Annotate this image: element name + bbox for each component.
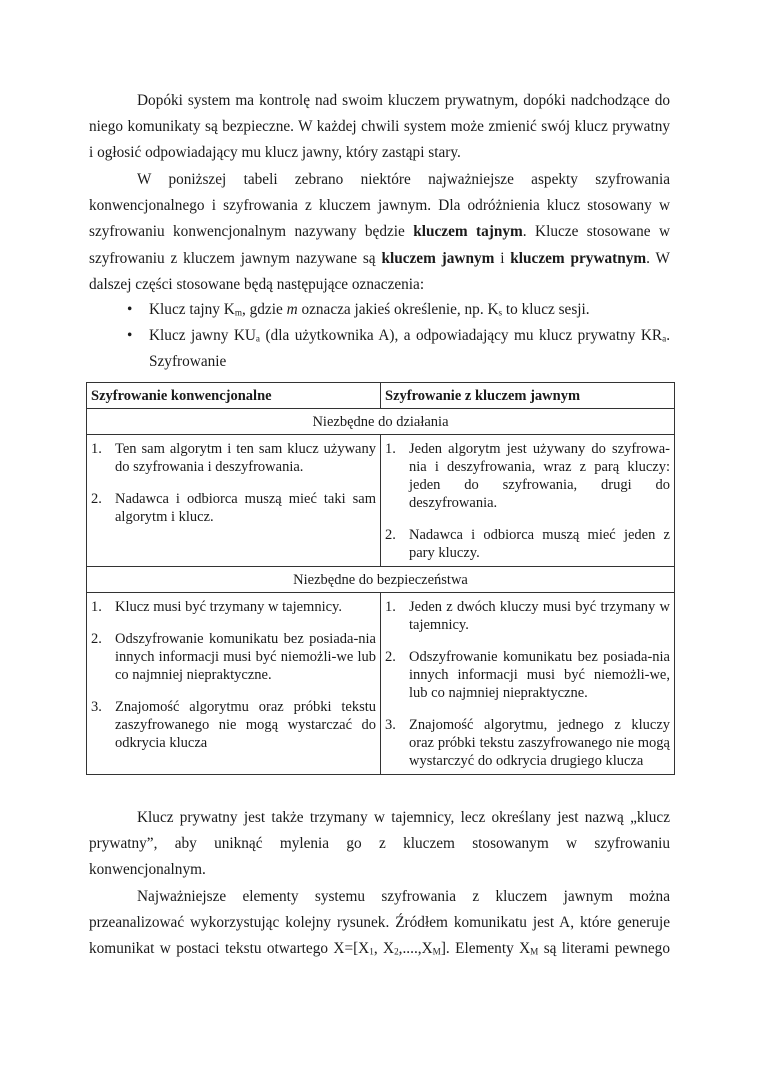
section-title: Niezbędne do bezpieczeństwa (87, 567, 675, 593)
text-run: niego komunikaty są bezpieczne. W każdej chwili system może zmienić swój klucz prywatny (89, 118, 670, 136)
paragraph (89, 88, 670, 167)
left-cell (87, 593, 381, 775)
subscript: a (255, 333, 260, 344)
item-number: 3. (385, 717, 396, 733)
paragraph (89, 167, 670, 298)
item-number: 2. (91, 631, 102, 647)
text-run: Dopóki system ma kontrolę nad swoim kluczem prywatnym, dopóki nadchodzące do (137, 92, 670, 109)
bold-term: kluczem tajnym (413, 223, 523, 241)
text-run: dalszej części stosowane będą następujące oznaczenia: (89, 275, 425, 293)
text-run: i (494, 249, 511, 267)
item-number: 1. (385, 599, 396, 615)
table-row (87, 435, 675, 567)
table-row (87, 593, 675, 775)
text-line (89, 910, 670, 936)
bullet-icon: • (127, 327, 133, 345)
item-text: Odszyfrowanie komunikatu bez posiada-nia innych informacji musi być niemożli-we lub co najmniej niepraktyczne. (115, 631, 376, 683)
text-run: , X (373, 940, 395, 958)
item-text: Klucz musi być trzymany w tajemnicy. (115, 599, 342, 615)
item-text: Znajomość algorytmu, jednego z kluczy oraz próbki tekstu zaszyfrowanego nie mogą wystarczyć do odkrycia drugiego klucza (409, 717, 670, 769)
text-line (89, 831, 670, 857)
comparison-table (86, 382, 675, 775)
text-run: Klucz prywatny jest także trzymany w tajemnicy, lecz określany jest nazwą „klucz (137, 809, 670, 826)
text-run: Szyfrowanie (149, 353, 227, 371)
list-item (91, 630, 376, 684)
text-run: m (286, 301, 298, 318)
text-line (89, 88, 670, 114)
item-number: 3. (91, 699, 102, 715)
text-run: . Klucze stosowane w (522, 223, 670, 241)
section-title: Niezbędne do działania (87, 409, 675, 435)
list-item (385, 440, 670, 512)
text-run: szyfrowaniu z kluczem jawnym nazywane są (89, 249, 382, 267)
item-text: Nadawca i odbiorca muszą mieć jeden z pary kluczy. (409, 527, 670, 561)
text-line (149, 349, 670, 375)
list-item (91, 598, 376, 616)
item-text: Jeden z dwóch kluczy musi być trzymany w tajemnicy. (409, 599, 670, 633)
text-run: . (666, 327, 671, 345)
subscript: m (234, 307, 242, 318)
left-cell (87, 435, 381, 567)
text-run: ]. Elementy X (440, 940, 531, 958)
text-run: komunikat w postaci tekstu otwartego X=[X (89, 940, 370, 958)
table-header-row (87, 383, 675, 409)
text-line (89, 246, 670, 272)
text-run: konwencjonalnym. (89, 861, 206, 879)
text-run: Najważniejsze elementy systemu szyfrowania z kluczem jawnym można (137, 888, 670, 905)
text-line (89, 140, 670, 166)
item-number: 2. (91, 491, 102, 507)
right-cell (381, 593, 675, 775)
item-text: Odszyfrowanie komunikatu bez posiada-nia innych informacji musi być niemożli-we, lub co najmniej niepraktyczne. (409, 649, 670, 701)
list-item (91, 490, 376, 526)
subscript: M (530, 946, 539, 957)
section-row (87, 409, 675, 435)
text-line (89, 219, 670, 245)
text-line (149, 297, 670, 323)
text-line (89, 114, 670, 140)
list-item (385, 648, 670, 702)
section-row (87, 567, 675, 593)
bold-term: kluczem jawnym (381, 249, 495, 267)
paragraph (89, 884, 670, 963)
item-number: 1. (385, 441, 396, 457)
bullet-item (89, 297, 670, 323)
subscript: a (662, 333, 667, 344)
item-text: Nadawca i odbiorca muszą mieć taki sam algorytm i klucz. (115, 491, 376, 525)
list-item (385, 526, 670, 562)
text-run: . W (646, 249, 670, 267)
subscript: 2 (394, 946, 399, 957)
list-item (385, 716, 670, 770)
text-run: Klucz tajny K (149, 301, 235, 318)
text-line (89, 193, 670, 219)
text-run: W poniższej tabeli zebrano niektóre najważniejsze aspekty szyfrowania (137, 171, 670, 188)
text-run: i ogłosić odpowiadający mu klucz jawny, który zastąpi stary. (89, 144, 461, 162)
item-number: 2. (385, 649, 396, 665)
text-line (89, 167, 670, 193)
bullet-list (89, 297, 670, 376)
bullet-item (89, 323, 670, 375)
right-cell (381, 435, 675, 567)
bullet-icon: • (127, 301, 133, 318)
subscript: M (432, 946, 441, 957)
column-header: Szyfrowanie konwencjonalne (87, 383, 381, 409)
text-line (149, 323, 670, 349)
item-text: Znajomość algorytmu oraz próbki tekstu zaszyfrowanego nie mogą wystarczać do odkrycia klucza (115, 699, 376, 751)
text-run: szyfrowaniu konwencjonalnym nazywany będzie (89, 223, 414, 241)
item-text: Jeden algorytm jest używany do szyfrowa-nia i deszyfrowania, wraz z parą kluczy: jeden do szyfrowania, drugi do deszyfrowania. (409, 441, 670, 511)
text-line (89, 805, 670, 831)
text-line (89, 884, 670, 910)
list-item (91, 698, 376, 752)
item-text: Ten sam algorytm i ten sam klucz używany do szyfrowania i deszyfrowania. (115, 441, 376, 475)
item-number: 2. (385, 527, 396, 543)
text-run: są literami pewnego (538, 940, 670, 958)
text-run: Klucz jawny KU (149, 327, 256, 345)
text-line (89, 857, 670, 883)
subscript: 1 (369, 946, 374, 957)
subscript: s (498, 307, 503, 318)
text-run: to klucz sesji. (502, 301, 590, 318)
column-header: Szyfrowanie z kluczem jawnym (381, 383, 675, 409)
text-run: prywatny”, aby uniknąć mylenia go z kluczem stosowanym w szyfrowaniu (89, 835, 670, 853)
text-run: przeanalizować wykorzystując kolejny rysunek. Źródłem komunikatu jest A, które generuje (89, 914, 670, 932)
list-item (91, 440, 376, 476)
list-item (385, 598, 670, 634)
text-line (89, 936, 670, 962)
text-run: , gdzie (241, 301, 287, 318)
text-run: ,....,X (398, 940, 433, 958)
paragraph (89, 805, 670, 884)
text-run: oznacza jakieś określenie, np. K (297, 301, 499, 318)
text-line (89, 272, 670, 298)
text-run: (dla użytkownika A), a odpowiadający mu klucz prywatny KR (260, 327, 663, 345)
bold-term: kluczem prywatnym (510, 249, 647, 267)
text-run: konwencjonalnego i szyfrowania z kluczem jawnym. Dla odróżnienia klucz stosowany w (89, 197, 670, 215)
item-number: 1. (91, 441, 102, 457)
item-number: 1. (91, 599, 102, 615)
